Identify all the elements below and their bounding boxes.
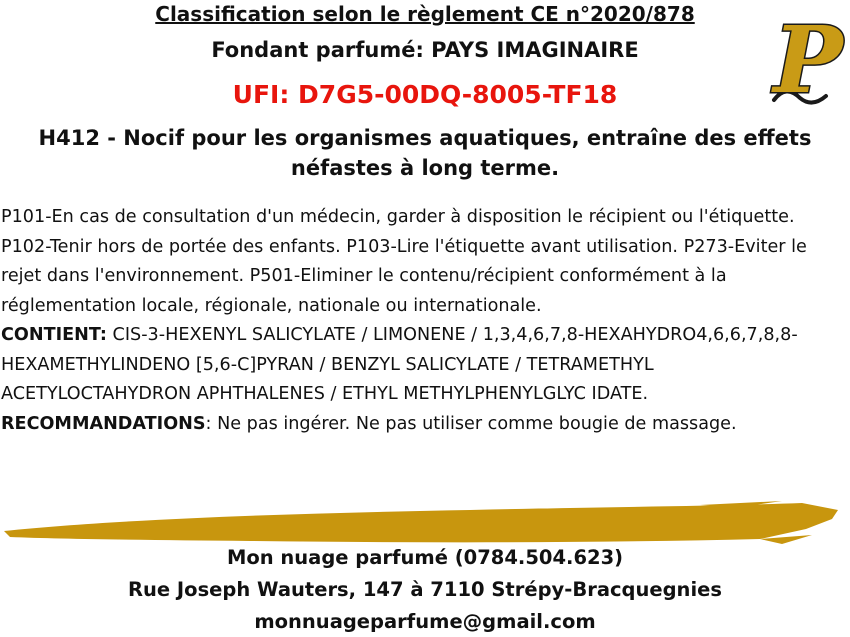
recommendations-label: RECOMMANDATIONS — [1, 413, 206, 434]
contains-text: CIS-3-HEXENYL SALICYLATE / LIMONENE / 1,3,4,6,7,8-HEXAHYDRO4,6,6,7,8,8- HEXAMETHYLINDENO [5,6-C]PYRAN / BENZYL SALICYLATE / TETRAMETHYL ACETYLOCTAHYDRON APHTHALENES / ETHYL METHYLPHENYLGLYC IDATE. — [1, 325, 798, 404]
label-body — [1, 203, 847, 439]
product-name: Fondant parfumé: PAYS IMAGINAIRE — [211, 38, 639, 62]
precautionary-statements: P101-En cas de consultation d'un médecin, garder à disposition le récipient ou l'étiquette. P102-Tenir hors de portée des enfants. P103-Lire l'étiquette avant utilisation. P273-Eviter le rejet dans l'environnement. P501-Eliminer le contenu/récipient conformément à la réglementation locale, régionale, nationale ou internationale. — [1, 207, 807, 316]
brand-logo — [766, 8, 846, 108]
contains-label: CONTIENT: — [1, 325, 107, 345]
regulation-title: Classification selon le règlement CE n°2020/878 — [155, 2, 695, 26]
ufi-code: UFI: D7G5-00DQ-8005-TF18 — [232, 80, 618, 109]
company-email[interactable]: monnuageparfume@gmail.com — [254, 610, 596, 633]
company-address: Rue Joseph Wauters, 147 à 7110 Strépy-Bracquegnies — [128, 578, 722, 601]
hazard-statement: H412 - Nocif pour les organismes aquatiques, entraîne des effets néfastes à long terme. — [38, 126, 812, 180]
recommendations-text: : Ne pas ingérer. Ne pas utiliser comme bougie de massage. — [205, 413, 737, 434]
ingredients-paragraph — [1, 321, 847, 410]
logo-letter: P — [773, 8, 843, 108]
brush-stroke — [4, 503, 838, 542]
recommendations-paragraph — [1, 410, 847, 440]
company-info: Mon nuage parfumé (0784.504.623) — [226, 546, 624, 569]
